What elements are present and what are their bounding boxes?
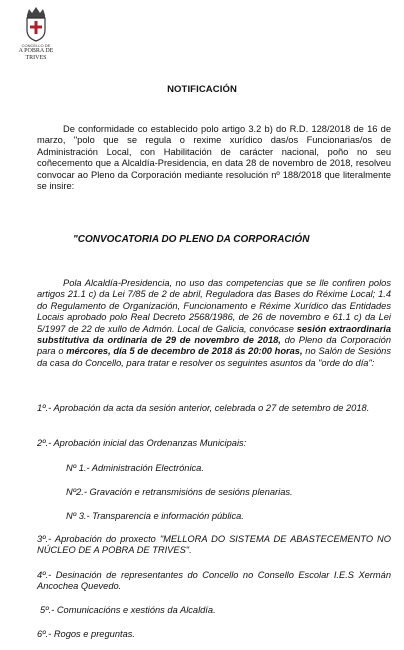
coat-of-arms-icon — [23, 6, 49, 42]
municipality-label: CONCELLO DE — [21, 43, 51, 48]
agenda-item: 5º.- Comunicacións e xestións da Alcaldía. — [40, 605, 216, 615]
ordinance-item: Nº2.- Gravación e retransmisións de sesións plenarias. — [66, 487, 293, 497]
agenda-item: 2º.- Aprobación inicial das Ordenanzas Municipais: — [37, 438, 247, 448]
ordinance-item: Nº 1.- Administración Electrónica. — [66, 463, 204, 473]
convocatoria-heading: "CONVOCATORIA DO PLENO DA CORPORACIÓN — [73, 234, 310, 245]
agenda-item: 4º.- Desinación de representantes do Concello no Consello Escolar I.E.S Xermán Ancochea Quevedo. — [37, 570, 391, 592]
agenda-item: 1º.- Aprobación da acta da sesión anterior, celebrada o 27 de setembro de 2018. — [37, 403, 370, 413]
session-date: mércores, día 5 de decembro de 2018 ás 20:00 horas, — [66, 346, 303, 357]
agenda-item: 3º.- Aprobación do proxecto "MELLORA DO SISTEMA DE ABASTECEMENTO NO NÚCLEO DE A POBRA DE TRIVES". — [37, 534, 391, 556]
body-text-2: do Pleno da Corporación para o — [37, 335, 392, 357]
ordinance-item: Nº 3.- Transparencia e información pública. — [66, 511, 244, 521]
convocatoria-body — [37, 278, 391, 369]
municipality-name: A POBRA DE TRIVES — [18, 48, 54, 61]
intro-paragraph: De conformidade co establecido polo artigo 3.2 b) do R.D. 128/2018 de 16 de marzo, "polo que se regula o rexime xurídico das/os Funcionarias/os de Administración Local, con Habilitación de carácter nacional, poño no seu coñecemento que a Alcaldía-Presidencia, en data 28 de novembro de 2018, resolveu convocar ao Pleno da Corporación mediante resolución nº 188/2018 que literalmente se insire: — [37, 124, 391, 192]
municipal-crest — [10, 6, 62, 62]
body-text-1: Pola Alcaldía-Presidencia, no uso das competencias que se lle confiren polos artigos 21.1 c) da Lei 7/85 de 2 de abril, Reguladora das Bases do Réxime Local; 1.4 do Regulamento de Organización, Funcionamento e Réxime Xurídico das Entidades Locais aprobado polo Real Decreto 2568/1986, de 26 de novembro e 61.1 c) da Lei 5/1997 de 22 de xullo de Admón. Local de Galicia, convócase — [37, 278, 391, 334]
document-title: NOTIFICACIÓN — [167, 84, 237, 95]
agenda-item: 6º.- Rogos e preguntas. — [37, 629, 135, 639]
body-text-3: no Salón de Sesións da casa do Concello, para tratar e resolver os seguintes asuntos da "orde do día": — [37, 346, 391, 368]
session-type: sesión extraordinaria substitutiva da ordinaria de 29 de novembro de 2018, — [37, 323, 392, 346]
